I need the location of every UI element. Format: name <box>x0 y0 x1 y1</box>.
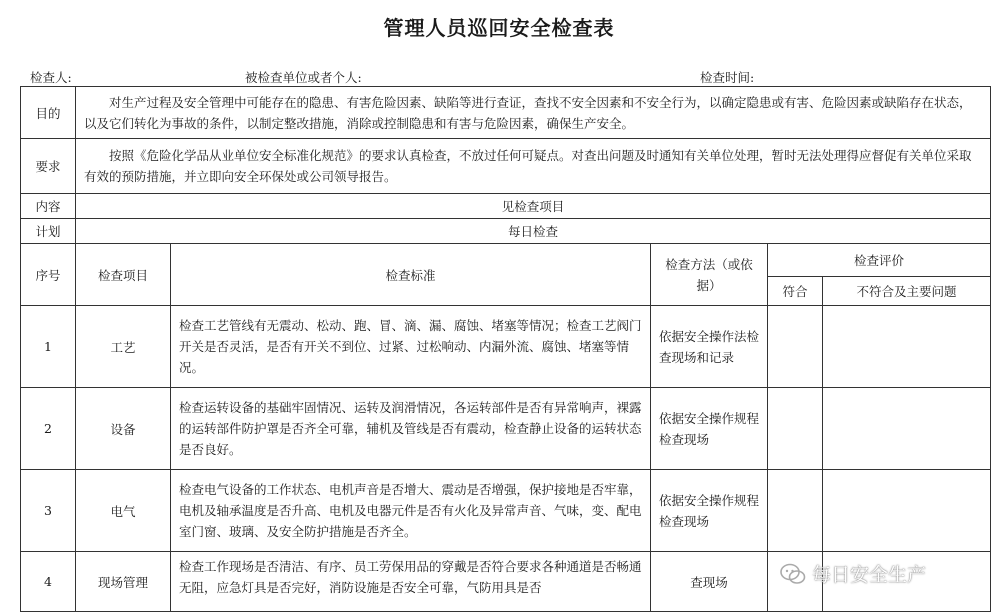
item-standard: 检查电气设备的工作状态、电机声音是否增大、震动是否增强，保护接地是否牢靠，电机及轴承温度是否升高、电机及电器元件是否有火化及异常声音、气味，变、配电室门窗、玻璃、及安全防护措施是否齐全。 <box>171 470 651 552</box>
header-item: 检查项目 <box>76 244 171 306</box>
table-row <box>21 306 991 388</box>
plan-value: 每日检查 <box>76 219 991 244</box>
header-row <box>21 244 991 277</box>
item-nonconform-cell[interactable] <box>823 470 991 552</box>
item-nonconform-cell[interactable] <box>823 306 991 388</box>
inspected-unit-label: 被检查单位或者个人: <box>245 70 362 85</box>
item-name: 设备 <box>76 388 171 470</box>
item-conform-cell[interactable] <box>768 306 823 388</box>
plan-label: 计划 <box>21 219 76 244</box>
item-name: 现场管理 <box>76 552 171 612</box>
item-seq: 1 <box>21 306 76 388</box>
inspection-time-label: 检查时间: <box>700 70 755 85</box>
page-title: 管理人员巡回安全检查表 <box>383 16 615 40</box>
item-nonconform-cell[interactable] <box>823 388 991 470</box>
content-row <box>21 194 991 219</box>
item-seq: 2 <box>21 388 76 470</box>
item-name: 工艺 <box>76 306 171 388</box>
inspector-label: 检查人: <box>30 70 72 85</box>
purpose-text: 对生产过程及安全管理中可能存在的隐患、有害危险因素、缺陷等进行查证，查找不安全因素和不安全行为，以确定隐患或有害、危险因素或缺陷存在状态，以及它们转化为事故的条件，以制定整改措施，消除或控制隐患和有害与危险因素，确保生产安全。 <box>76 87 991 139</box>
header-method: 检查方法（或依据） <box>651 244 768 306</box>
requirement-row <box>21 139 991 194</box>
content-label: 内容 <box>21 194 76 219</box>
item-seq: 3 <box>21 470 76 552</box>
item-method: 依据安全操作规程检查现场 <box>651 388 768 470</box>
purpose-row <box>21 87 991 139</box>
plan-row <box>21 219 991 244</box>
item-conform-cell[interactable] <box>768 470 823 552</box>
content-value: 见检查项目 <box>76 194 991 219</box>
inspection-table <box>20 86 991 612</box>
item-method: 查现场 <box>651 552 768 612</box>
header-standard: 检查标准 <box>171 244 651 306</box>
item-method: 依据安全操作法检查现场和记录 <box>651 306 768 388</box>
header-evaluation: 检查评价 <box>768 244 991 277</box>
item-standard: 检查运转设备的基础牢固情况、运转及润滑情况，各运转部件是否有异常响声，裸露的运转部件防护罩是否齐全可靠，辅机及管线是否有震动，检查静止设备的运转状态是否良好。 <box>171 388 651 470</box>
watermark <box>780 560 926 587</box>
item-name: 电气 <box>76 470 171 552</box>
requirement-text: 按照《危险化学品从业单位安全标准化规范》的要求认真检查，不放过任何可疑点。对查出问题及时通知有关单位处理，暂时无法处理得应督促有关单位采取有效的预防措施，并立即向安全环保处或公司领导报告。 <box>76 139 991 194</box>
item-method: 依据安全操作规程检查现场 <box>651 470 768 552</box>
table-row <box>21 470 991 552</box>
header-seq: 序号 <box>21 244 76 306</box>
watermark-text: 每日安全生产 <box>812 564 927 586</box>
header-nonconform: 不符合及主要问题 <box>823 277 991 306</box>
item-standard: 检查工作现场是否清洁、有序、员工劳保用品的穿戴是否符合要求各种通道是否畅通无阻，应急灯具是否完好，消防设施是否安全可靠，气防用具是否 <box>171 552 651 612</box>
header-conform: 符合 <box>768 277 823 306</box>
purpose-label: 目的 <box>21 87 76 139</box>
item-conform-cell[interactable] <box>768 388 823 470</box>
wechat-icon <box>780 563 806 585</box>
table-row <box>21 388 991 470</box>
item-standard: 检查工艺管线有无震动、松动、跑、冒、滴、漏、腐蚀、堵塞等情况；检查工艺阀门开关是否灵活，是否有开关不到位、过紧、过松响动、内漏外流、腐蚀、堵塞等情况。 <box>171 306 651 388</box>
requirement-label: 要求 <box>21 139 76 194</box>
item-seq: 4 <box>21 552 76 612</box>
